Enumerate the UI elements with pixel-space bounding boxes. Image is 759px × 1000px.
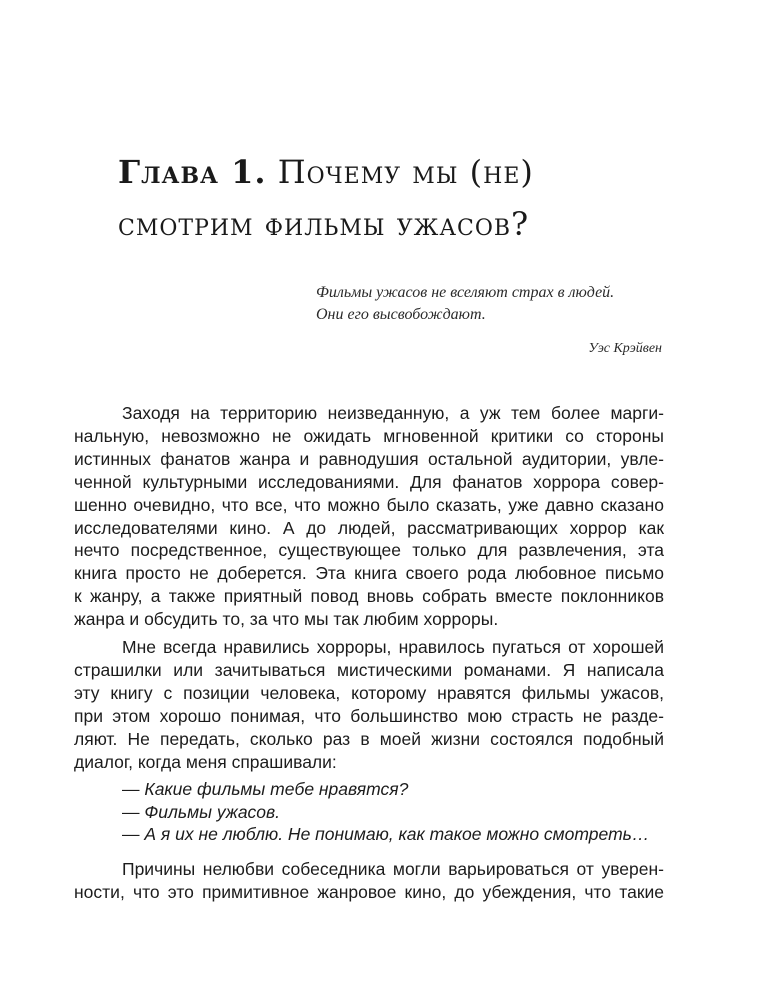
- paragraph-line: к жанру, а также приятный повод вновь собрать вместе поклонников: [74, 586, 664, 607]
- dialogue-line: [122, 823, 682, 846]
- epigraph-author: Уэс Крэйвен: [588, 341, 662, 356]
- paragraph-line: Заходя на территорию неизведанную, а уж тем более марги-: [122, 403, 664, 423]
- paragraph: [74, 402, 664, 631]
- dialogue-dash: —: [122, 779, 140, 799]
- paragraph-line: ляют. Не передать, сколько раз в моей жизни состоялся подобный: [74, 728, 664, 749]
- chapter-title-line1: Почему мы (не): [277, 153, 534, 191]
- paragraph-line: страшилки или зачитываться мистическими романами. Я написала: [74, 659, 664, 680]
- paragraph-line: исследователями кино. А до людей, рассматривающих хоррор как: [74, 517, 664, 538]
- paragraph-line: истинных фанатов жанра и равнодушия остальной аудитории, увле-: [74, 448, 664, 469]
- epigraph-line: Они его высвобождают.: [316, 306, 486, 323]
- paragraph-line: Причины нелюбви собеседника могли варьироваться от уверен-: [122, 859, 664, 879]
- paragraph-line: нальную, невозможно не ожидать мгновенной критики со стороны: [74, 425, 664, 446]
- paragraph: [74, 858, 664, 904]
- paragraph-line: диалог, когда меня спрашивали:: [74, 751, 337, 772]
- dialogue-text: Фильмы ужасов.: [144, 801, 281, 822]
- paragraph-line: шенно очевидно, что все, что можно было сказать, уже давно сказано: [74, 494, 664, 515]
- dialogue-text: Какие фильмы тебе нравятся?: [144, 779, 409, 799]
- paragraph-line: книга просто не доберется. Эта книга своего рода любовное письмо: [74, 563, 664, 584]
- paragraph-line: эту книгу с позиции человека, которому нравятся фильмы ужасов,: [74, 682, 664, 703]
- paragraph-line: ченной культурными исследованиями. Для фанатов хоррора совер-: [74, 471, 664, 492]
- dialogue: [122, 778, 682, 846]
- dialogue-dash: —: [122, 801, 140, 822]
- paragraph: [74, 636, 664, 773]
- paragraph-line: нечто посредственное, существующее только для развлечения, эта: [74, 540, 664, 561]
- epigraph: [316, 282, 662, 326]
- epigraph-line: Фильмы ужасов не вселяют страх в людей.: [316, 284, 615, 301]
- paragraph-line: жанра и обсудить то, за что мы так любим хорроры.: [74, 609, 499, 630]
- chapter-title: [118, 146, 718, 250]
- chapter-label: Глава 1.: [118, 153, 267, 191]
- dialogue-line: [122, 801, 682, 824]
- paragraph-line: Мне всегда нравились хорроры, нравилось пугаться от хорошей: [122, 637, 664, 657]
- paragraph-line: при этом хорошо понимая, что большинство мою страсть не разде-: [74, 705, 664, 726]
- chapter-title-line2: смотрим фильмы ужасов?: [118, 205, 530, 243]
- paragraph-line: ности, что это примитивное жанровое кино, до убеждения, что такие: [74, 881, 664, 902]
- dialogue-line: [122, 778, 682, 801]
- dialogue-text: А я их не люблю. Не понимаю, как такое можно смотреть…: [144, 824, 650, 845]
- dialogue-dash: —: [122, 824, 140, 845]
